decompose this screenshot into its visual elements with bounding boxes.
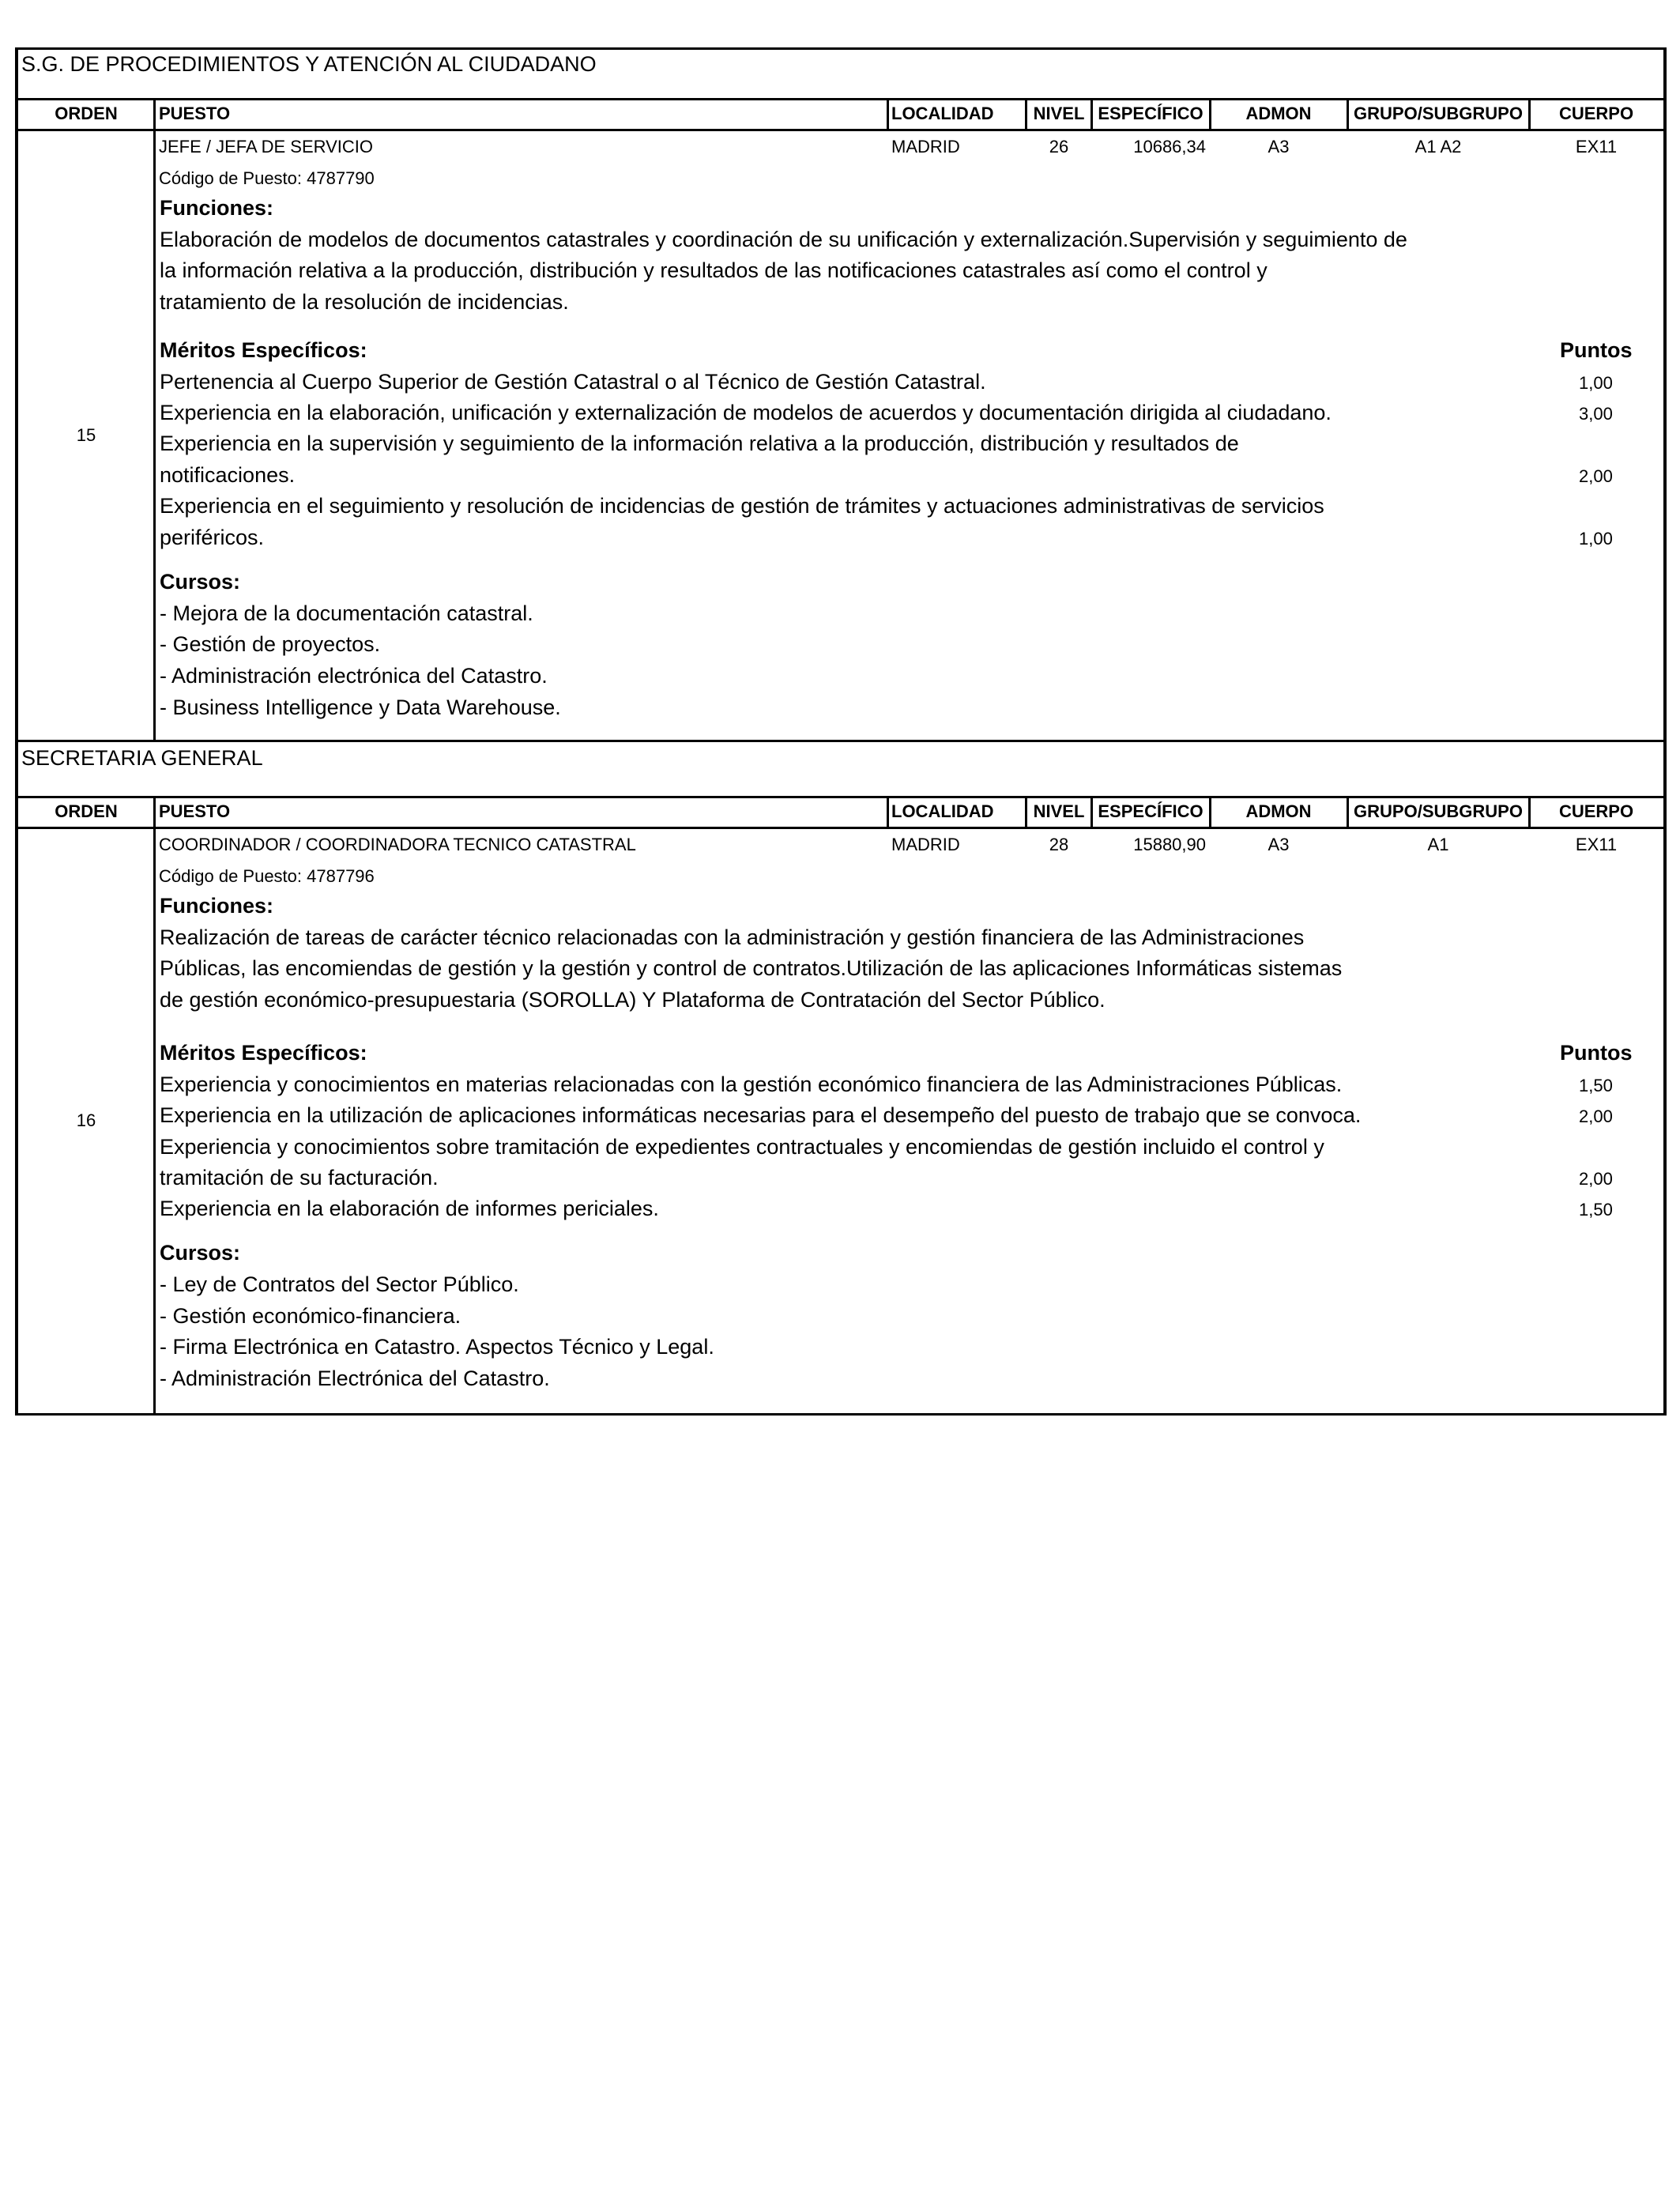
merito-line: periféricos. xyxy=(160,526,265,549)
curso-item: - Administración Electrónica del Catastro. xyxy=(160,1367,550,1390)
divider xyxy=(15,827,1667,829)
col-grupo-header: GRUPO/SUBGRUPO xyxy=(1354,104,1523,123)
funciones-line: de gestión económico-presupuestaria (SOROLLA) Y Plataforma de Contratación del Sector Público. xyxy=(160,988,1106,1012)
col-divider xyxy=(887,796,889,827)
divider xyxy=(15,796,1667,798)
curso-item: - Ley de Contratos del Sector Público. xyxy=(160,1272,519,1296)
merito-puntos: 1,50 xyxy=(1579,1200,1613,1220)
nivel-value: 26 xyxy=(1049,137,1069,156)
col-puesto-header: PUESTO xyxy=(159,801,231,821)
especifico-value: 10686,34 xyxy=(1133,137,1206,156)
curso-item: - Administración electrónica del Catastro. xyxy=(160,664,548,688)
col-especifico-header: ESPECÍFICO xyxy=(1098,801,1203,821)
divider xyxy=(15,740,1667,742)
col-orden-header: ORDEN xyxy=(55,104,118,123)
col-cuerpo-header: CUERPO xyxy=(1558,104,1634,123)
puntos-heading: Puntos xyxy=(1560,338,1633,362)
col-divider xyxy=(153,98,156,130)
merito-puntos: 2,00 xyxy=(1579,1169,1613,1189)
col-divider xyxy=(153,796,156,827)
admon-value: A3 xyxy=(1268,835,1290,854)
merito-line: Pertenencia al Cuerpo Superior de Gestión Catastral o al Técnico de Gestión Catastral. xyxy=(160,370,986,394)
merito-line: Experiencia y conocimientos sobre tramitación de expedientes contractuales y encomiendas de gestión incluido el control y xyxy=(160,1135,1324,1159)
orden-value: 15 xyxy=(76,425,96,445)
puntos-heading: Puntos xyxy=(1560,1041,1633,1065)
curso-item: - Mejora de la documentación catastral. xyxy=(160,601,533,625)
col-localidad-header: LOCALIDAD xyxy=(891,801,994,821)
localidad-value: MADRID xyxy=(891,835,960,854)
curso-item: - Business Intelligence y Data Warehouse. xyxy=(160,696,561,719)
col-nivel-header: NIVEL xyxy=(1033,801,1085,821)
col-divider xyxy=(1209,796,1211,827)
merito-puntos: 1,00 xyxy=(1579,529,1613,548)
col-divider xyxy=(1090,98,1093,130)
cuerpo-value: EX11 xyxy=(1575,137,1618,156)
funciones-line: la información relativa a la producción, distribución y resultados de las notificaciones catastrales así como el control y xyxy=(160,258,1268,282)
col-admon-header: ADMON xyxy=(1245,801,1312,821)
merito-line: Experiencia en la utilización de aplicaciones informáticas necesarias para el desempeño del puesto de trabajo que se convoca. xyxy=(160,1103,1362,1127)
col-localidad-header: LOCALIDAD xyxy=(891,104,994,123)
merito-puntos: 2,00 xyxy=(1579,466,1613,486)
merito-line: Experiencia en el seguimiento y resolución de incidencias de gestión de trámites y actuaciones administrativas de servicios xyxy=(160,494,1324,518)
col-nivel-header: NIVEL xyxy=(1033,104,1085,123)
puesto-value: JEFE / JEFA DE SERVICIO xyxy=(159,137,374,156)
merito-line: notificaciones. xyxy=(160,463,296,487)
merito-line: Experiencia y conocimientos en materias relacionadas con la gestión económico financiera de las Administraciones Públicas. xyxy=(160,1072,1343,1096)
col-grupo-header: GRUPO/SUBGRUPO xyxy=(1354,801,1523,821)
codigo-puesto: Código de Puesto: 4787796 xyxy=(159,866,375,886)
col-admon-header: ADMON xyxy=(1245,104,1312,123)
col-divider xyxy=(1025,796,1027,827)
funciones-heading: Funciones: xyxy=(160,894,274,918)
col-especifico-header: ESPECÍFICO xyxy=(1098,104,1203,123)
merito-line: tramitación de su facturación. xyxy=(160,1166,439,1189)
admon-value: A3 xyxy=(1268,137,1290,156)
merito-puntos: 1,50 xyxy=(1579,1076,1613,1095)
col-puesto-header: PUESTO xyxy=(159,104,231,123)
col-divider xyxy=(1025,98,1027,130)
nivel-value: 28 xyxy=(1049,835,1069,854)
divider xyxy=(15,98,1667,100)
merito-puntos: 1,00 xyxy=(1579,373,1613,393)
funciones-line: Elaboración de modelos de documentos catastrales y coordinación de su unificación y externalización.Supervisión y seguimiento de xyxy=(160,228,1407,251)
puesto-value: COORDINADOR / COORDINADORA TECNICO CATASTRAL xyxy=(159,835,636,854)
col-divider xyxy=(1090,796,1093,827)
grupo-value: A1 A2 xyxy=(1414,137,1462,156)
meritos-heading: Méritos Específicos: xyxy=(160,338,367,362)
codigo-puesto: Código de Puesto: 4787790 xyxy=(159,168,375,188)
section-title: S.G. DE PROCEDIMIENTOS Y ATENCIÓN AL CIUDADANO xyxy=(21,52,597,76)
merito-puntos: 3,00 xyxy=(1579,404,1613,424)
col-divider xyxy=(1347,796,1349,827)
col-divider xyxy=(1528,796,1531,827)
localidad-value: MADRID xyxy=(891,137,960,156)
funciones-line: Realización de tareas de carácter técnico relacionadas con la administración y gestión financiera de las Administraciones xyxy=(160,925,1305,949)
merito-line: Experiencia en la elaboración de informes periciales. xyxy=(160,1197,659,1220)
funciones-line: Públicas, las encomiendas de gestión y la gestión y control de contratos.Utilización de las aplicaciones Informáticas sistemas xyxy=(160,956,1343,980)
cursos-heading: Cursos: xyxy=(160,1241,241,1265)
cursos-heading: Cursos: xyxy=(160,570,241,594)
divider xyxy=(15,129,1667,131)
col-cuerpo-header: CUERPO xyxy=(1558,801,1634,821)
col-divider xyxy=(1209,98,1211,130)
col-divider xyxy=(887,98,889,130)
meritos-heading: Méritos Específicos: xyxy=(160,1041,367,1065)
especifico-value: 15880,90 xyxy=(1133,835,1206,854)
curso-item: - Firma Electrónica en Catastro. Aspectos Técnico y Legal. xyxy=(160,1335,714,1359)
grupo-value: A1 xyxy=(1427,835,1449,854)
orden-value: 16 xyxy=(76,1110,96,1130)
col-divider xyxy=(1528,98,1531,130)
merito-puntos: 2,00 xyxy=(1579,1106,1613,1126)
curso-item: - Gestión de proyectos. xyxy=(160,632,381,656)
funciones-heading: Funciones: xyxy=(160,196,274,220)
curso-item: - Gestión económico-financiera. xyxy=(160,1304,461,1328)
cuerpo-value: EX11 xyxy=(1575,835,1618,854)
merito-line: Experiencia en la supervisión y seguimiento de la información relativa a la producción, distribución y resultados de xyxy=(160,432,1239,455)
col-divider xyxy=(1347,98,1349,130)
col-orden-header: ORDEN xyxy=(55,801,118,821)
funciones-line: tratamiento de la resolución de incidencias. xyxy=(160,290,569,314)
section-title: SECRETARIA GENERAL xyxy=(21,746,263,770)
merito-line: Experiencia en la elaboración, unificación y externalización de modelos de acuerdos y documentación dirigida al ciudadano. xyxy=(160,401,1332,424)
